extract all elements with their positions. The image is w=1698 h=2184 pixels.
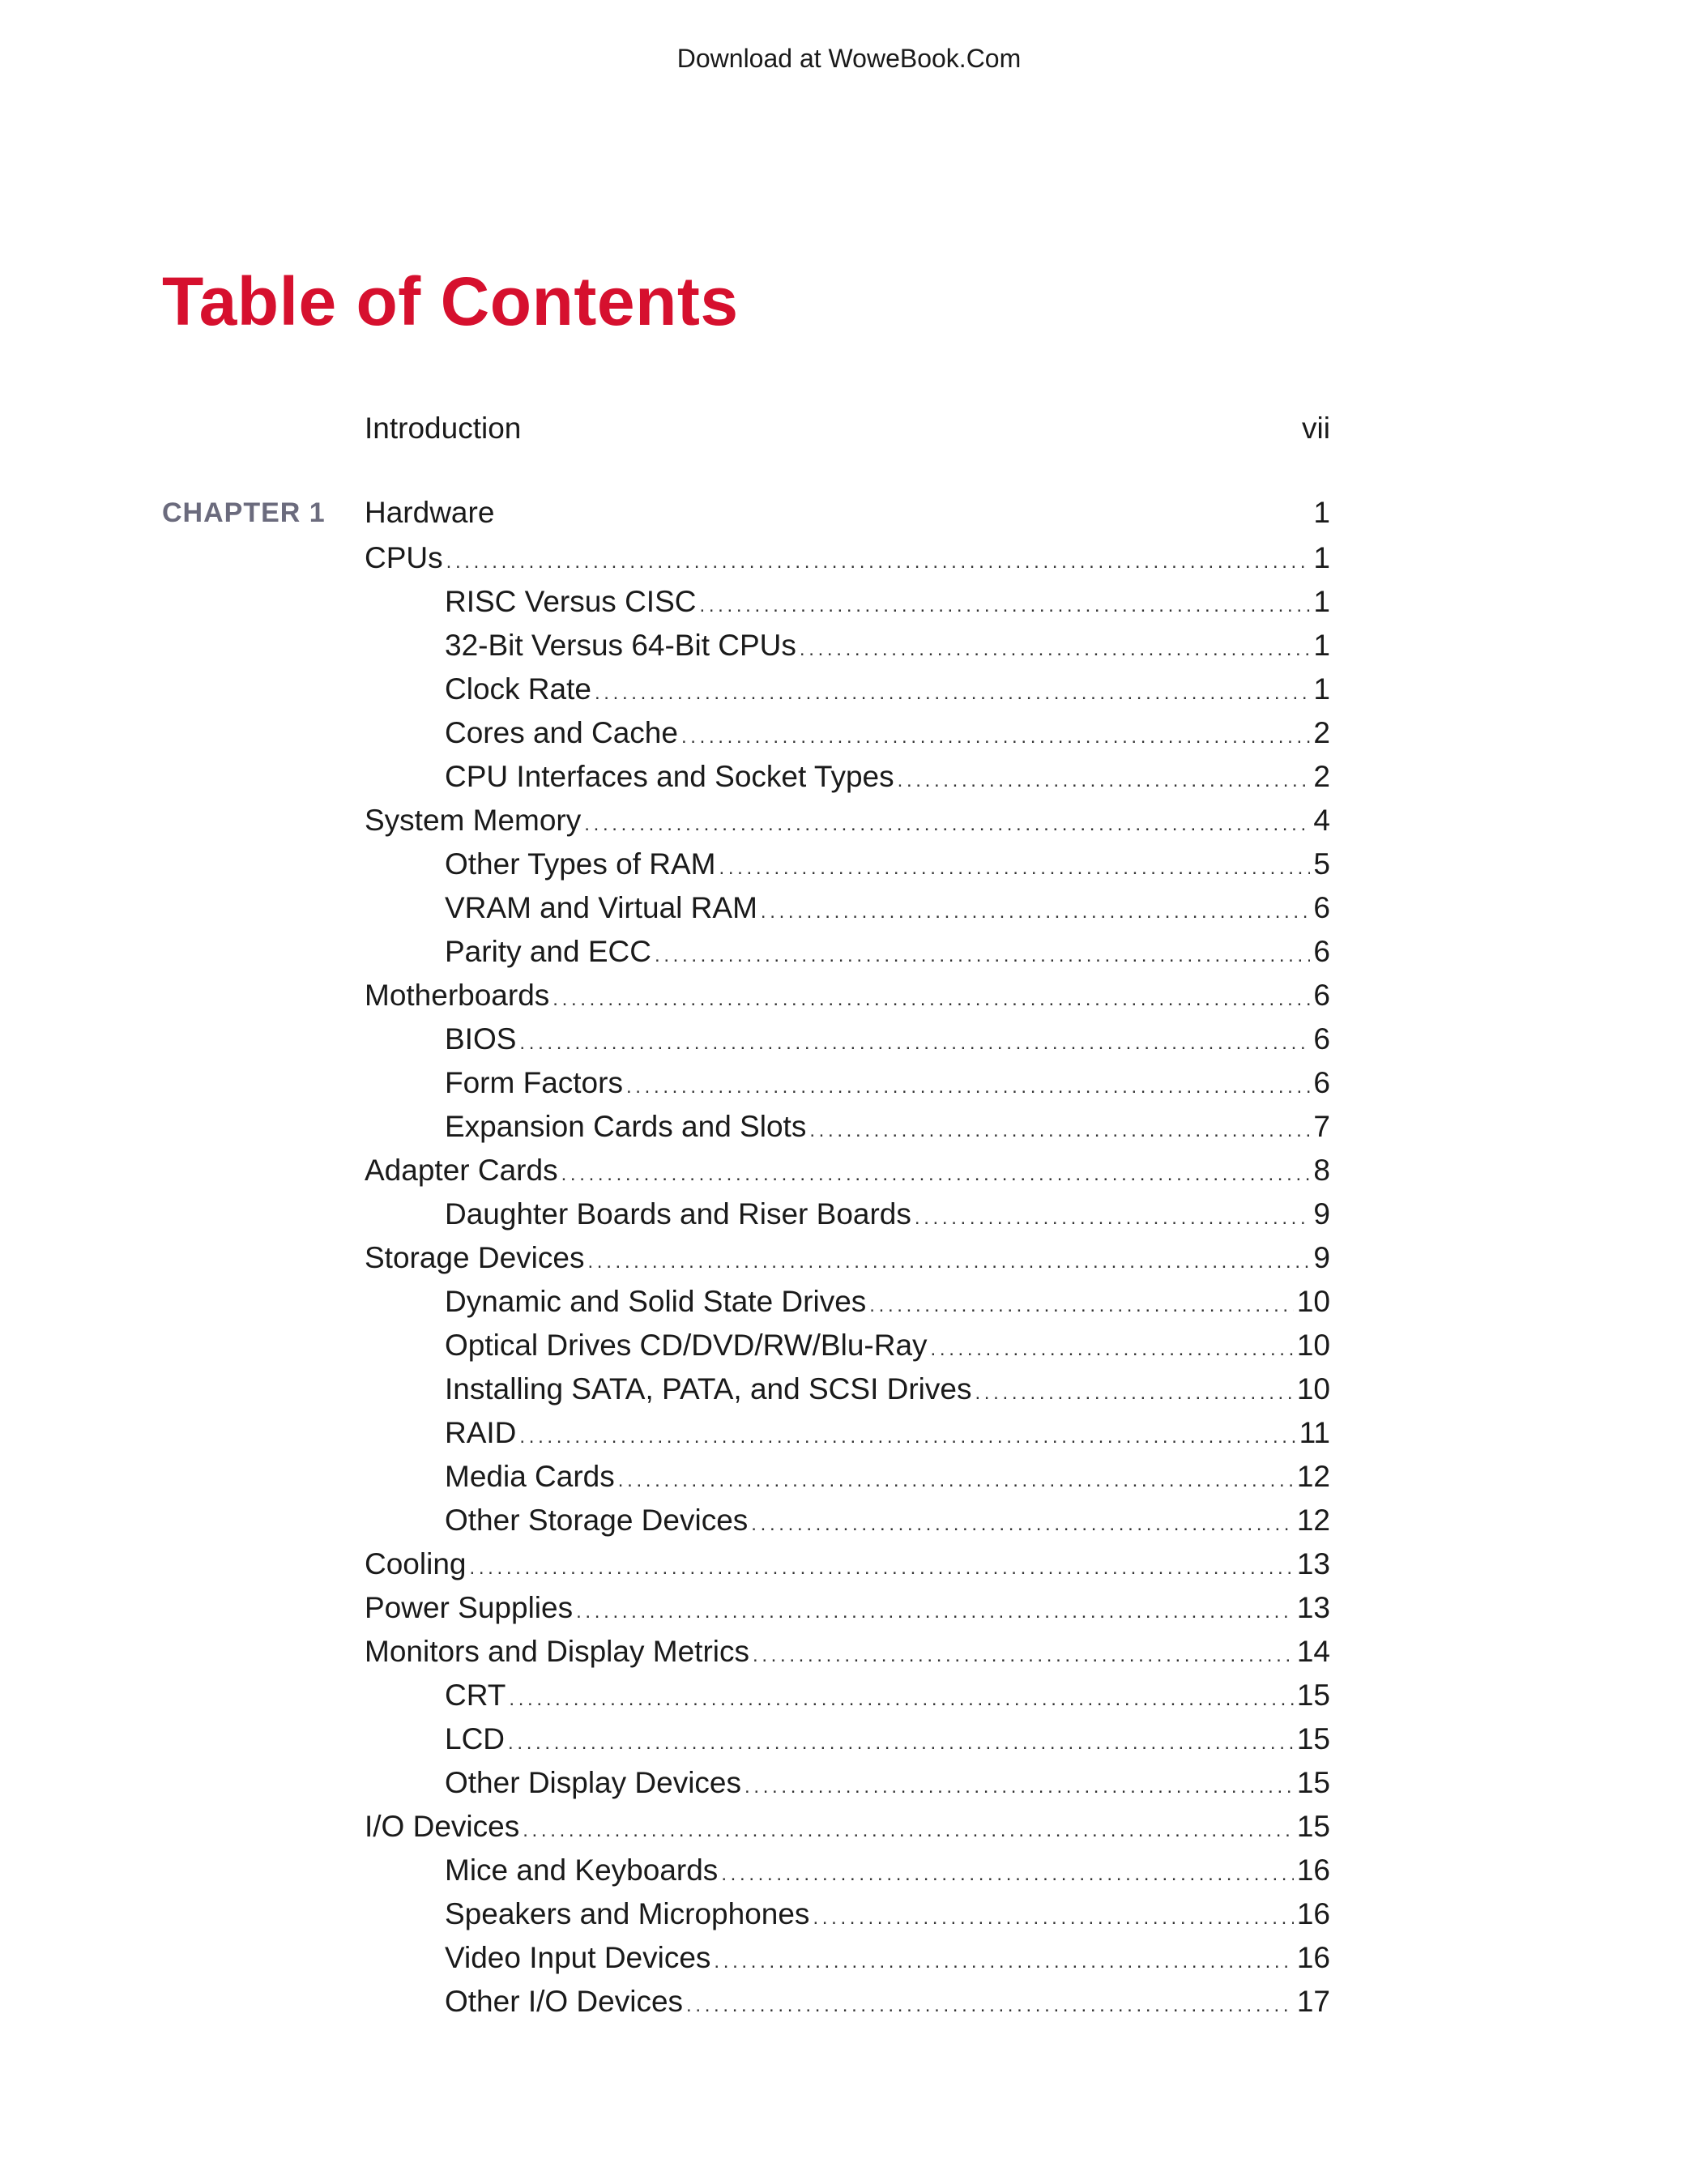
dot-leader xyxy=(446,540,1311,584)
dot-leader xyxy=(753,1634,1294,1678)
dot-leader xyxy=(975,1371,1293,1415)
dot-leader xyxy=(744,1765,1294,1809)
toc-entry-page: 15 xyxy=(1296,1679,1330,1712)
page-title: Table of Contents xyxy=(162,263,739,339)
toc-entry-label: 32-Bit Versus 64-Bit CPUs xyxy=(445,629,796,662)
toc-entry-page: 12 xyxy=(1296,1460,1330,1493)
toc-entry-label: Mice and Keyboards xyxy=(445,1853,719,1887)
toc-entry-page: 1 xyxy=(1313,629,1330,662)
toc-entry-list xyxy=(365,536,1330,2024)
toc-entry-page: 13 xyxy=(1296,1591,1330,1624)
chapter-title: Hardware xyxy=(365,496,495,529)
dot-leader xyxy=(751,1503,1294,1546)
toc-entry-label: Motherboards xyxy=(365,979,550,1012)
toc-entry[interactable] xyxy=(365,1936,1330,1980)
toc-entry[interactable] xyxy=(365,930,1330,974)
toc-entry[interactable] xyxy=(365,974,1330,1017)
toc-entry[interactable] xyxy=(365,1017,1330,1061)
dot-leader xyxy=(469,1546,1293,1590)
toc-entry-page: 10 xyxy=(1296,1285,1330,1318)
toc-entry[interactable] xyxy=(365,1980,1330,2024)
chapter-page: 1 xyxy=(1313,496,1330,529)
toc-entry[interactable] xyxy=(365,1367,1330,1411)
toc-entry[interactable] xyxy=(365,842,1330,886)
toc-entry-label: I/O Devices xyxy=(365,1810,520,1843)
toc-chapter-row[interactable] xyxy=(365,493,1330,533)
toc-entry-page: 8 xyxy=(1313,1154,1330,1187)
toc-entry-page: 1 xyxy=(1313,672,1330,706)
dot-leader xyxy=(915,1197,1311,1240)
toc-entry-label: Introduction xyxy=(365,412,522,445)
dot-leader xyxy=(626,1065,1310,1109)
toc-entry-page: 13 xyxy=(1296,1547,1330,1580)
toc-entry-label: Power Supplies xyxy=(365,1591,574,1624)
dot-leader xyxy=(584,803,1310,847)
toc-entry-label: CRT xyxy=(445,1679,506,1712)
dot-leader xyxy=(523,1809,1294,1853)
toc-entry[interactable] xyxy=(365,1105,1330,1149)
dot-leader xyxy=(714,1940,1293,1984)
dot-leader xyxy=(519,1022,1310,1065)
toc-entry-label: Form Factors xyxy=(445,1066,623,1099)
toc-entry-page: 16 xyxy=(1296,1853,1330,1887)
toc-entry-page: vii xyxy=(1302,412,1330,445)
toc-entry[interactable] xyxy=(365,580,1330,624)
toc-entry[interactable] xyxy=(365,1542,1330,1586)
toc-entry-page: 10 xyxy=(1296,1329,1330,1362)
toc-entry[interactable] xyxy=(365,799,1330,842)
toc-entry[interactable] xyxy=(365,1892,1330,1936)
toc-entry-label: Monitors and Display Metrics xyxy=(365,1635,749,1668)
dot-leader xyxy=(587,1240,1310,1284)
toc-entry-label: CPUs xyxy=(365,541,443,574)
toc-entry-label: RAID xyxy=(445,1416,517,1449)
toc-entry[interactable] xyxy=(365,886,1330,930)
dot-leader xyxy=(761,890,1311,934)
toc-entry[interactable] xyxy=(365,755,1330,799)
toc-entry-page: 6 xyxy=(1313,935,1330,968)
toc-entry-label: Other I/O Devices xyxy=(445,1985,684,2018)
toc-entry[interactable] xyxy=(365,1455,1330,1499)
toc-entry[interactable] xyxy=(365,1499,1330,1542)
toc-entry-page: 6 xyxy=(1313,1066,1330,1099)
toc-entry-label: Installing SATA, PATA, and SCSI Drives xyxy=(445,1372,972,1406)
toc-entry-page: 5 xyxy=(1313,847,1330,881)
toc-entry-label: CPU Interfaces and Socket Types xyxy=(445,760,894,793)
dot-leader xyxy=(931,1328,1294,1371)
dot-leader xyxy=(699,584,1310,628)
dot-leader xyxy=(552,978,1310,1022)
toc-entry[interactable] xyxy=(365,1192,1330,1236)
dot-leader xyxy=(800,628,1311,672)
toc-entry[interactable] xyxy=(365,1280,1330,1324)
toc-entry-page: 1 xyxy=(1313,585,1330,618)
dot-leader xyxy=(686,1984,1294,2028)
toc-entry-label: Video Input Devices xyxy=(445,1941,711,1974)
toc-entry-label: Speakers and Microphones xyxy=(445,1897,810,1930)
toc-entry-page: 15 xyxy=(1296,1766,1330,1799)
toc-entry-page: 17 xyxy=(1296,1985,1330,2018)
toc-entry[interactable] xyxy=(365,1805,1330,1849)
toc-entry-label: RISC Versus CISC xyxy=(445,585,697,618)
toc-entry[interactable] xyxy=(365,1149,1330,1192)
toc-entry-page: 6 xyxy=(1313,979,1330,1012)
toc-entry-page: 10 xyxy=(1296,1372,1330,1406)
toc-entry-label: Other Types of RAM xyxy=(445,847,716,881)
toc-entry-page: 6 xyxy=(1313,891,1330,924)
toc-entry-label: LCD xyxy=(445,1722,506,1755)
toc-entry[interactable] xyxy=(365,1674,1330,1717)
toc-entry[interactable] xyxy=(365,1236,1330,1280)
dot-leader xyxy=(519,1415,1295,1459)
toc-entry-page: 16 xyxy=(1296,1941,1330,1974)
toc-entry-label: System Memory xyxy=(365,804,582,837)
toc-entry-page: 9 xyxy=(1313,1241,1330,1274)
toc-entry-label: Dynamic and Solid State Drives xyxy=(445,1285,867,1318)
toc-entry-label: Other Storage Devices xyxy=(445,1504,749,1537)
toc-entry-page: 11 xyxy=(1299,1416,1330,1449)
toc-entry[interactable] xyxy=(365,1586,1330,1630)
toc-entry-page: 1 xyxy=(1313,541,1330,574)
toc-entry-label: Parity and ECC xyxy=(445,935,651,968)
toc-entry[interactable] xyxy=(365,1717,1330,1761)
toc-entry-label: Other Display Devices xyxy=(445,1766,742,1799)
dot-leader xyxy=(719,847,1311,890)
toc-entry[interactable] xyxy=(365,1324,1330,1367)
toc-entry-label: Cooling xyxy=(365,1547,467,1580)
toc-entry-label: Storage Devices xyxy=(365,1241,585,1274)
download-note: Download at WoweBook.Com xyxy=(676,44,1022,73)
toc-entry[interactable] xyxy=(365,1411,1330,1455)
dot-leader xyxy=(681,715,1310,759)
toc-entry-label: Adapter Cards xyxy=(365,1154,558,1187)
toc-entry[interactable] xyxy=(365,624,1330,668)
toc-entry[interactable] xyxy=(365,1761,1330,1805)
toc-entry-page: 9 xyxy=(1313,1197,1330,1231)
toc-entry-page: 2 xyxy=(1313,760,1330,793)
toc-entry-label: Clock Rate xyxy=(445,672,591,706)
toc-entry-page: 15 xyxy=(1296,1722,1330,1755)
toc-entry[interactable] xyxy=(365,668,1330,711)
toc-entry-page: 14 xyxy=(1296,1635,1330,1668)
toc-entry-label: Cores and Cache xyxy=(445,716,678,749)
toc-entry[interactable] xyxy=(365,711,1330,755)
dot-leader xyxy=(595,672,1310,715)
toc-intro-row[interactable] xyxy=(365,408,1330,449)
toc-entry-page: 4 xyxy=(1313,804,1330,837)
dot-leader xyxy=(813,1896,1293,1940)
dot-leader xyxy=(898,759,1311,803)
toc-entry-page: 15 xyxy=(1296,1810,1330,1843)
dot-leader xyxy=(576,1590,1294,1634)
dot-leader xyxy=(869,1284,1294,1328)
dot-leader xyxy=(655,934,1310,978)
toc-entry-label: BIOS xyxy=(445,1022,517,1056)
toc-entry-label: Optical Drives CD/DVD/RW/Blu-Ray xyxy=(445,1329,928,1362)
toc-entry[interactable] xyxy=(365,1061,1330,1105)
dot-leader xyxy=(509,1678,1293,1721)
toc-entry-page: 6 xyxy=(1313,1022,1330,1056)
toc-entry[interactable] xyxy=(365,1849,1330,1892)
dot-leader xyxy=(809,1109,1310,1153)
toc-entry-label: Daughter Boards and Riser Boards xyxy=(445,1197,911,1231)
toc-entry-page: 2 xyxy=(1313,716,1330,749)
toc-entry-label: Expansion Cards and Slots xyxy=(445,1110,807,1143)
dot-leader xyxy=(561,1153,1311,1197)
toc-entry-page: 16 xyxy=(1296,1897,1330,1930)
toc-entry-label: VRAM and Virtual RAM xyxy=(445,891,757,924)
toc-entry[interactable] xyxy=(365,1630,1330,1674)
toc-entry-page: 12 xyxy=(1296,1504,1330,1537)
chapter-number-label: CHAPTER 1 xyxy=(162,497,326,528)
toc-entry-page: 7 xyxy=(1313,1110,1330,1143)
dot-leader xyxy=(618,1459,1294,1503)
dot-leader xyxy=(721,1853,1294,1896)
dot-leader xyxy=(508,1721,1294,1765)
toc-entry-label: Media Cards xyxy=(445,1460,615,1493)
toc-entry[interactable] xyxy=(365,536,1330,580)
